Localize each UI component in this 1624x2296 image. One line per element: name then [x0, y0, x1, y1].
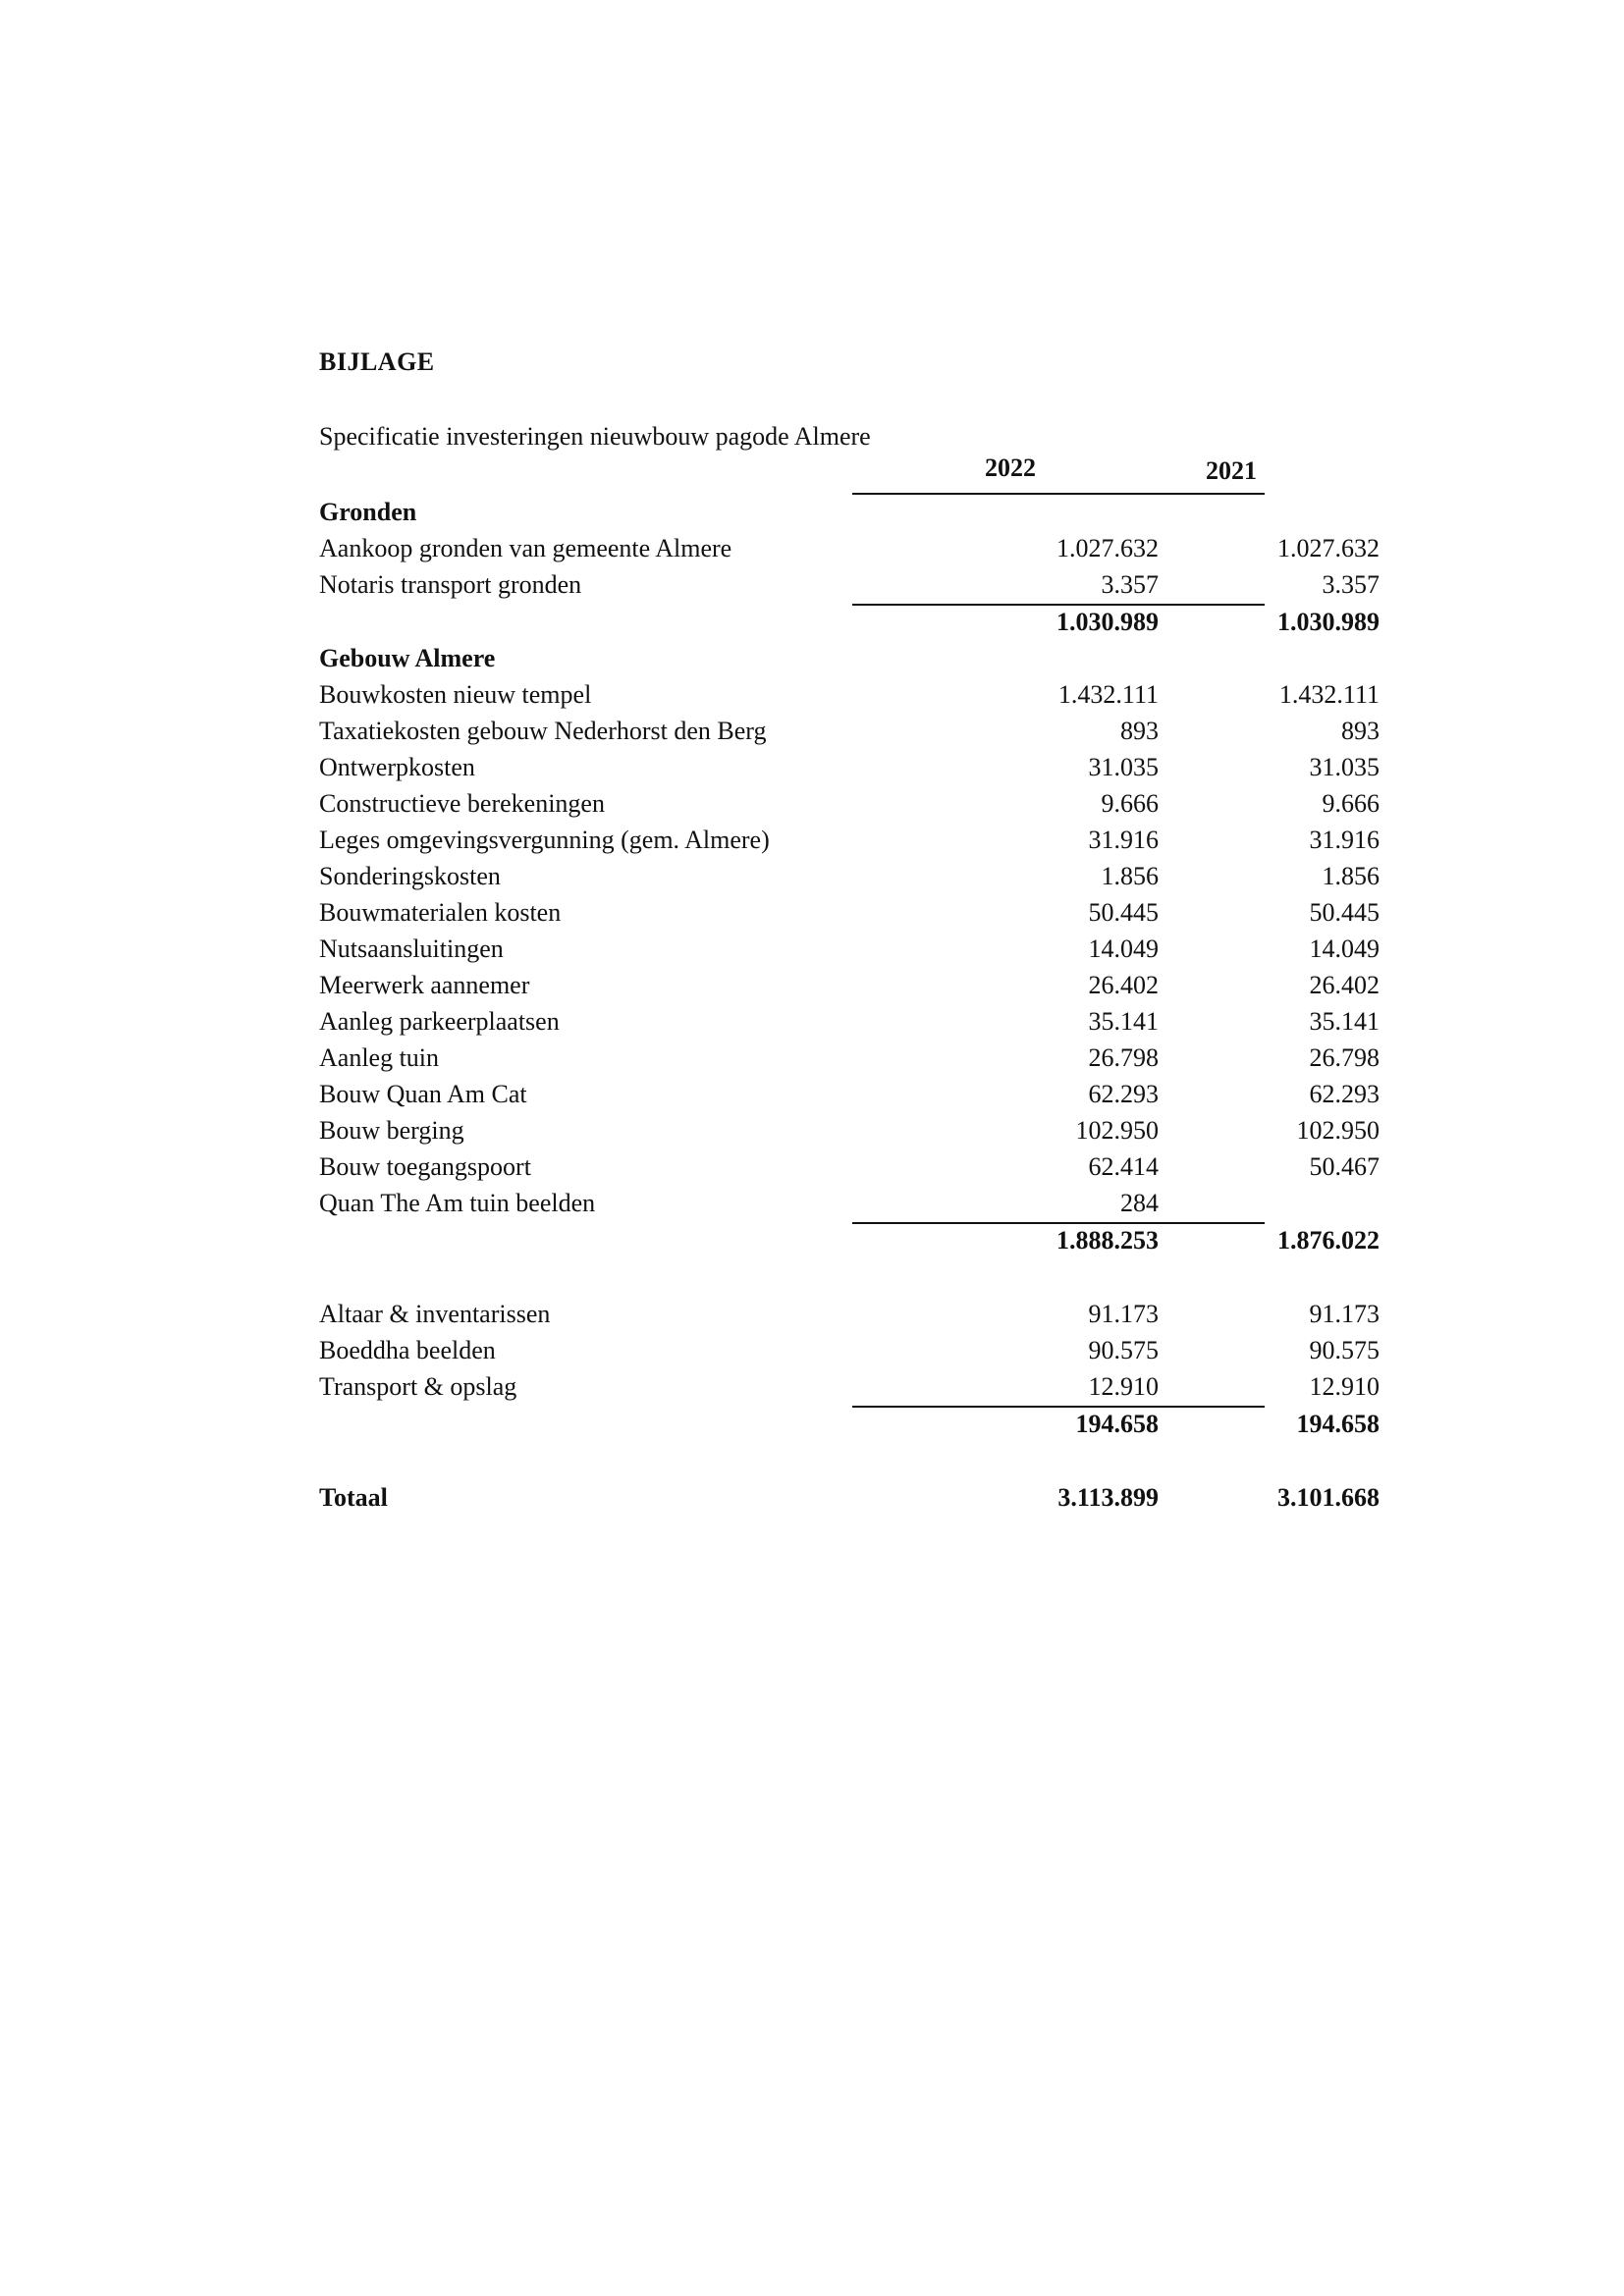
- subtotal-2022: 1.888.253: [1056, 1226, 1159, 1255]
- value-2021: 26.402: [1309, 971, 1380, 999]
- value-2022: 91.173: [1088, 1300, 1159, 1328]
- row-label: Transport & opslag: [319, 1372, 517, 1401]
- subtotal-2021: 1.876.022: [1277, 1226, 1380, 1255]
- row-label: Leges omgevingsvergunning (gem. Almere): [319, 826, 770, 854]
- row-label: Bouw Quan Am Cat: [319, 1080, 527, 1108]
- table-row: [319, 676, 1380, 713]
- section-title-gebouw: [319, 640, 1262, 676]
- table-row: [319, 1332, 1380, 1368]
- value-2022: 284: [1120, 1189, 1159, 1217]
- column-header-2022: 2022: [985, 454, 1036, 482]
- row-label: Constructieve berekeningen: [319, 789, 605, 818]
- value-2021: 62.293: [1309, 1080, 1380, 1108]
- value-2021: 14.049: [1309, 934, 1380, 963]
- row-label: Aankoop gronden van gemeente Almere: [319, 534, 732, 562]
- value-2022: 62.414: [1088, 1152, 1159, 1181]
- row-label: Bouwkosten nieuw tempel: [319, 680, 592, 709]
- value-2022: 26.798: [1088, 1043, 1159, 1072]
- table-row: [319, 894, 1380, 931]
- row-label: Taxatiekosten gebouw Nederhorst den Berg: [319, 717, 767, 745]
- row-label: Ontwerpkosten: [319, 753, 475, 781]
- row-label: Meerwerk aannemer: [319, 971, 530, 999]
- total-row: [319, 1479, 1380, 1516]
- value-2022: 31.916: [1088, 826, 1159, 854]
- total-label: Totaal: [319, 1483, 388, 1512]
- value-2022: 893: [1120, 717, 1159, 745]
- table-row: [319, 1368, 1380, 1405]
- table-row: [319, 967, 1380, 1003]
- section-title: Gebouw Almere: [319, 644, 496, 672]
- value-2021: 893: [1341, 717, 1380, 745]
- row-label: Quan The Am tuin beelden: [319, 1189, 596, 1217]
- row-label: Bouw berging: [319, 1116, 464, 1145]
- value-2022: 1.027.632: [1056, 534, 1159, 562]
- value-2021: 1.856: [1322, 862, 1380, 890]
- value-2022: 26.402: [1088, 971, 1159, 999]
- value-2021: 3.357: [1322, 570, 1380, 599]
- value-2022: 1.856: [1101, 862, 1159, 890]
- row-label: Boeddha beelden: [319, 1336, 496, 1364]
- table-row: [319, 1040, 1380, 1076]
- table-row: [319, 1296, 1380, 1332]
- subtotal-2021: 1.030.989: [1277, 608, 1380, 636]
- subtotal-row-inventaris: [319, 1406, 1380, 1442]
- subtotal-2022: 1.030.989: [1056, 608, 1159, 636]
- row-label: Altaar & inventarissen: [319, 1300, 551, 1328]
- value-2022: 9.666: [1101, 789, 1159, 818]
- value-2022: 14.049: [1088, 934, 1159, 963]
- value-2021: 1.432.111: [1278, 680, 1380, 709]
- table-row: [319, 785, 1380, 822]
- value-2022: 102.950: [1075, 1116, 1159, 1145]
- subtotal-2021: 194.658: [1296, 1410, 1380, 1438]
- value-2022: 35.141: [1088, 1007, 1159, 1036]
- value-2021: 1.027.632: [1277, 534, 1380, 562]
- value-2022: 3.357: [1101, 570, 1159, 599]
- row-label: Nutsaansluitingen: [319, 934, 504, 963]
- value-2022: 50.445: [1088, 898, 1159, 927]
- value-2022: 31.035: [1088, 753, 1159, 781]
- value-2022: 90.575: [1088, 1336, 1159, 1364]
- value-2021: 50.467: [1309, 1152, 1380, 1181]
- value-2021: 12.910: [1309, 1372, 1380, 1401]
- value-2022: 1.432.111: [1057, 680, 1159, 709]
- value-2022: 62.293: [1088, 1080, 1159, 1108]
- value-2021: 31.916: [1309, 826, 1380, 854]
- value-2021: 9.666: [1322, 789, 1380, 818]
- value-2021: 26.798: [1309, 1043, 1380, 1072]
- value-2021: 91.173: [1309, 1300, 1380, 1328]
- value-2021: 90.575: [1309, 1336, 1380, 1364]
- table-row: [319, 1003, 1380, 1040]
- table-row: [319, 749, 1380, 785]
- column-header-2021: 2021: [1206, 456, 1257, 485]
- section-title-gronden: [319, 494, 1262, 530]
- row-label: Notaris transport gronden: [319, 570, 582, 599]
- row-label: Bouwmaterialen kosten: [319, 898, 562, 927]
- table-row: [319, 1112, 1380, 1148]
- row-label: Aanleg parkeerplaatsen: [319, 1007, 560, 1036]
- value-2021: 35.141: [1309, 1007, 1380, 1036]
- table-row: [319, 1148, 1380, 1185]
- row-label: Sonderingskosten: [319, 862, 501, 890]
- section-title: Gronden: [319, 498, 417, 526]
- value-2022: 12.910: [1088, 1372, 1159, 1401]
- row-label: Bouw toegangspoort: [319, 1152, 531, 1181]
- document-subtitle: Specificatie investeringen nieuwbouw pagode Almere: [319, 422, 871, 451]
- table-row: [319, 530, 1380, 566]
- table-row: [319, 822, 1380, 858]
- subtotal-2022: 194.658: [1075, 1410, 1159, 1438]
- table-row: [319, 1185, 1262, 1221]
- total-2022: 3.113.899: [1057, 1483, 1159, 1512]
- value-2021: 31.035: [1309, 753, 1380, 781]
- table-row: [319, 713, 1380, 749]
- subtotal-row-gebouw: [319, 1222, 1380, 1258]
- row-label: Aanleg tuin: [319, 1043, 440, 1072]
- table-row: [319, 566, 1380, 603]
- table-row: [319, 858, 1380, 894]
- subtotal-row-gronden: [319, 604, 1380, 640]
- document-heading: BIJLAGE: [319, 347, 435, 376]
- value-2021: 102.950: [1296, 1116, 1380, 1145]
- value-2021: 50.445: [1309, 898, 1380, 927]
- table-row: [319, 1076, 1380, 1112]
- table-row: [319, 931, 1380, 967]
- total-2021: 3.101.668: [1277, 1483, 1380, 1512]
